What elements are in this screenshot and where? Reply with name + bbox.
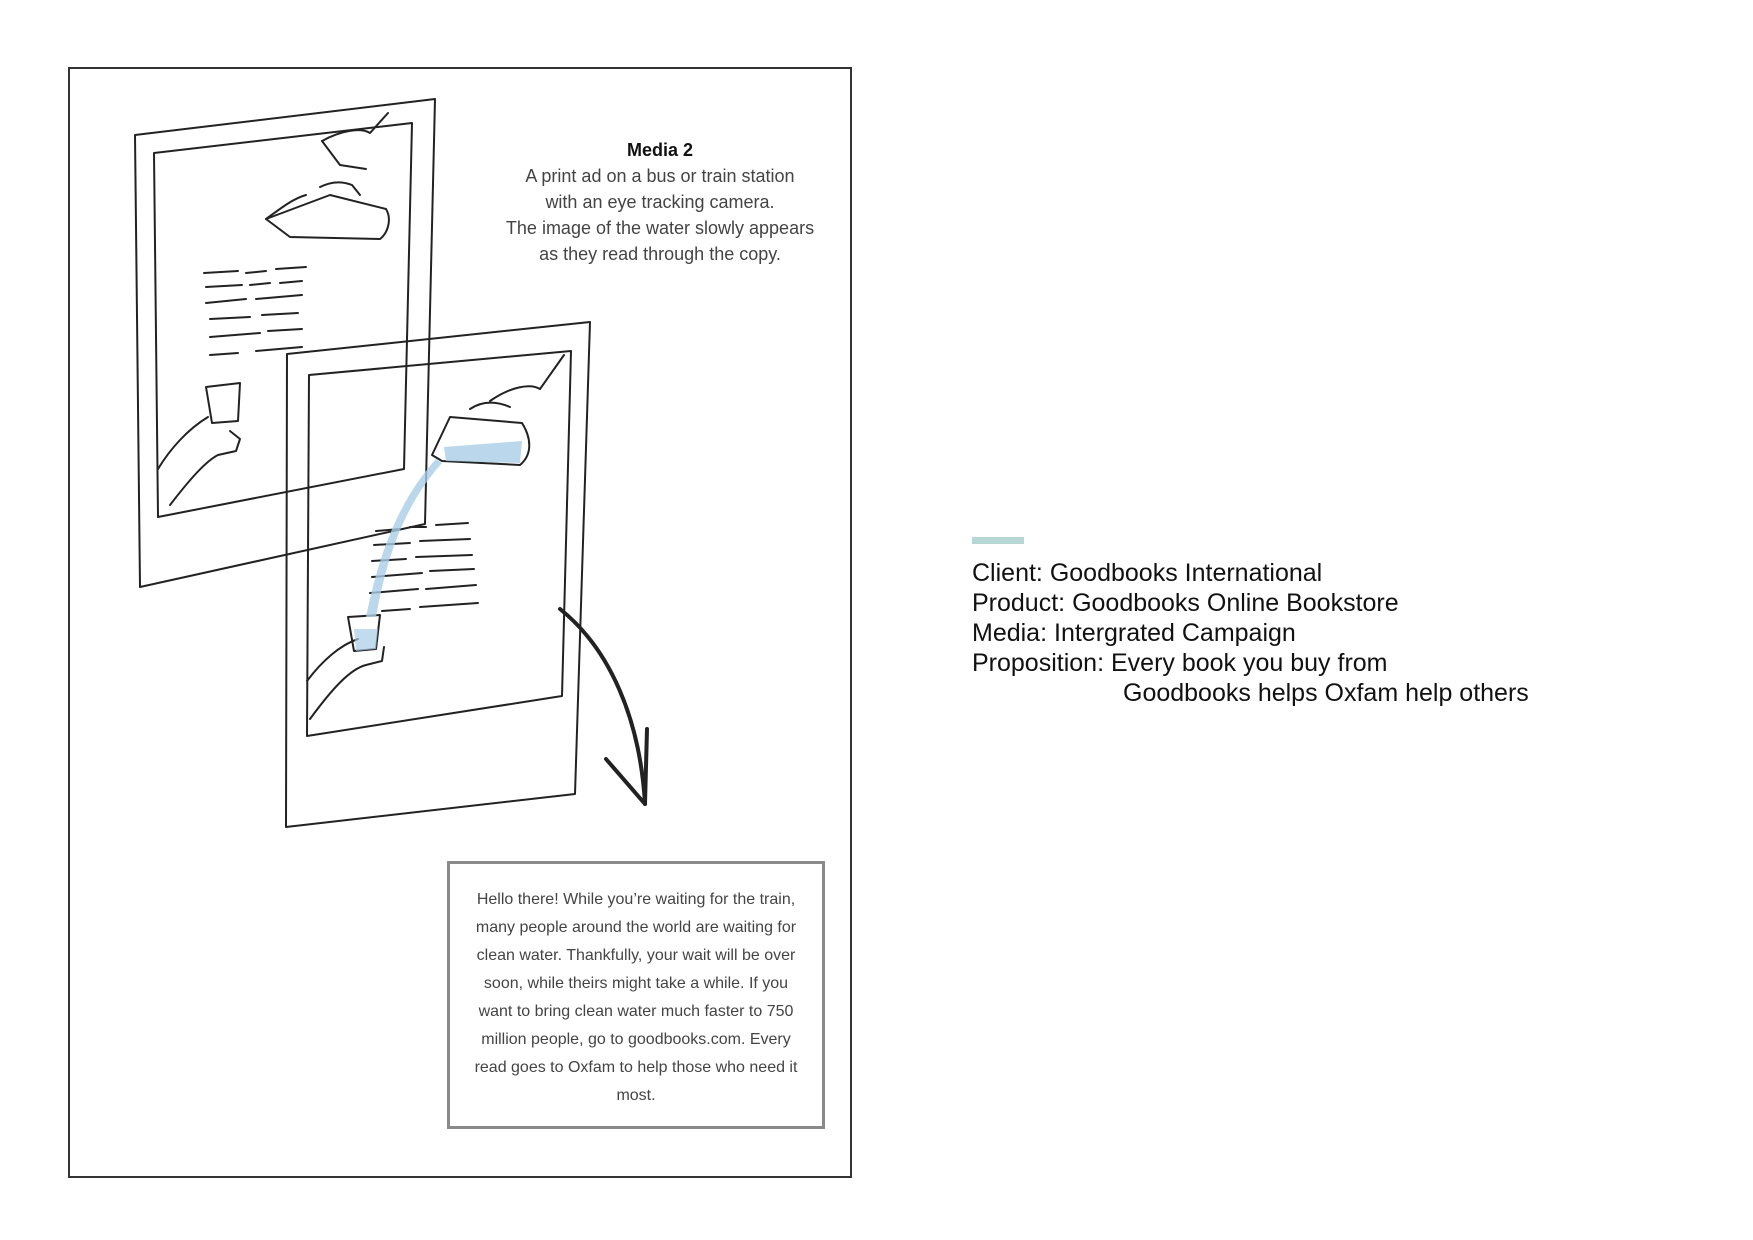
brief-proposition-row <box>972 648 1732 678</box>
front-poster-inner <box>307 351 571 736</box>
media-value: Intergrated Campaign <box>1054 619 1296 647</box>
media-line-2: with an eye tracking camera. <box>545 192 775 212</box>
proposition-value-2: Goodbooks helps Oxfam help others <box>1123 679 1529 707</box>
media-description <box>480 137 840 267</box>
brief-media-row <box>972 618 1732 648</box>
brief-product-row <box>972 588 1732 618</box>
brief-client-row <box>972 558 1732 588</box>
brief-proposition-cont <box>972 678 1732 708</box>
accent-bar <box>972 537 1024 544</box>
front-poster-frame <box>286 322 590 827</box>
back-poster-inner <box>154 123 412 517</box>
curved-arrow <box>560 609 645 804</box>
campaign-brief <box>972 558 1732 708</box>
media-line-4: as they read through the copy. <box>539 244 781 264</box>
ad-copy-box <box>447 861 825 1129</box>
product-value: Goodbooks Online Bookstore <box>1072 589 1399 617</box>
media-line-1: A print ad on a bus or train station <box>525 166 795 186</box>
media-label: Media: <box>972 619 1048 647</box>
ad-copy-text: Hello there! While you’re waiting for the train, many people around the world are waiting for clean water. Thankfully, your wait will be over soon, while theirs might take a while. If you want to bring clean water much faster to 750 million people, go to goodbooks.com. Every read goes to Oxfam to help those who need it most. <box>474 891 798 1104</box>
proposition-value-1: Every book you buy from <box>1110 649 1388 677</box>
media-line-3: The image of the water slowly appears <box>505 218 815 238</box>
proposition-label: Proposition: <box>972 649 1105 677</box>
media-title: Media 2 <box>626 140 694 160</box>
water-stream <box>366 459 442 617</box>
client-label: Client: <box>972 559 1043 587</box>
product-label: Product: <box>972 589 1066 617</box>
storyboard-panel <box>68 67 852 1178</box>
client-value: Goodbooks International <box>1049 559 1323 587</box>
